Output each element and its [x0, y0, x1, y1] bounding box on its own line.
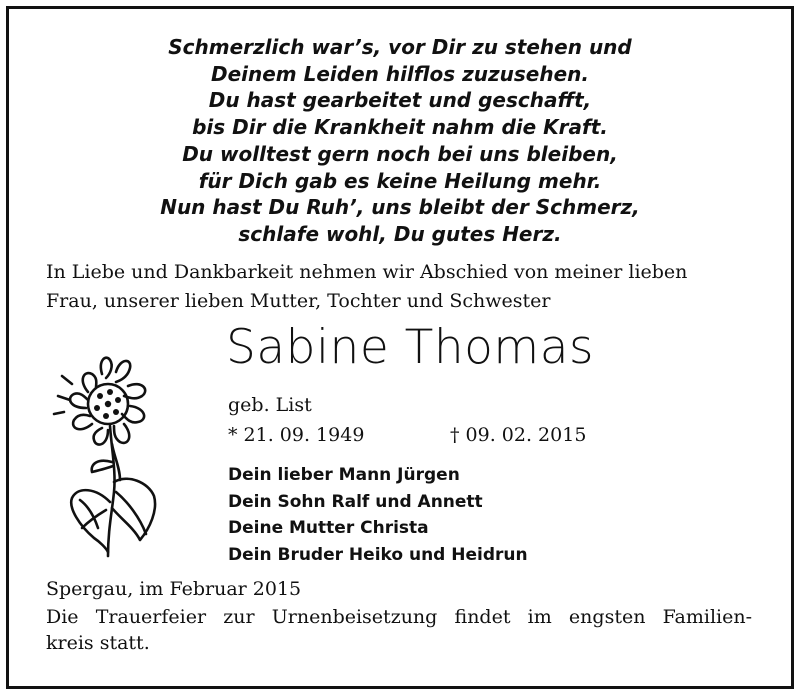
poem	[0, 34, 800, 248]
mourner: Deine Mutter Christa	[228, 518, 429, 538]
poem-line: bis Dir die Krankheit nahm die Kraft.	[192, 115, 608, 140]
mourner: Dein lieber Mann Jürgen	[228, 465, 460, 485]
birth-name: geb. List	[228, 394, 312, 416]
poem-line: schlafe wohl, Du gutes Herz.	[238, 221, 562, 246]
death-date: † 09. 02. 2015	[450, 424, 587, 446]
birth-date: * 21. 09. 1949	[228, 424, 365, 446]
poem-line: Schmerzlich war’s, vor Dir zu stehen und	[168, 35, 632, 59]
funeral-notice-line: Die Trauerfeier zur Urnenbeisetzung findet im engsten Familien-	[46, 606, 752, 628]
funeral-notice	[46, 604, 752, 656]
place-date: Spergau, im Februar 2015	[46, 578, 302, 600]
poem-line: Du hast gearbeitet und geschafft,	[208, 88, 592, 113]
sunflower-icon	[50, 352, 160, 562]
mourner: Dein Sohn Ralf und Annett	[228, 491, 483, 512]
mourners-list	[228, 462, 528, 568]
poem-line: Nun hast Du Ruh’, uns bleibt der Schmerz,	[160, 195, 640, 220]
poem-line: für Dich gab es keine Heilung mehr.	[198, 168, 602, 193]
intro-line: Frau, unserer lieben Mutter, Tochter und Schwester	[46, 290, 551, 312]
mourner: Dein Bruder Heiko und Heidrun	[228, 544, 528, 565]
funeral-notice-line: kreis statt.	[46, 632, 150, 654]
poem-line: Du wolltest gern noch bei uns bleiben,	[182, 141, 618, 166]
intro-line: In Liebe und Dankbarkeit nehmen wir Abschied von meiner lieben	[46, 261, 688, 283]
poem-line: Deinem Leiden hilflos zuzusehen.	[210, 61, 590, 86]
intro-text	[46, 258, 766, 316]
deceased-name: Sabine Thomas	[226, 320, 594, 375]
